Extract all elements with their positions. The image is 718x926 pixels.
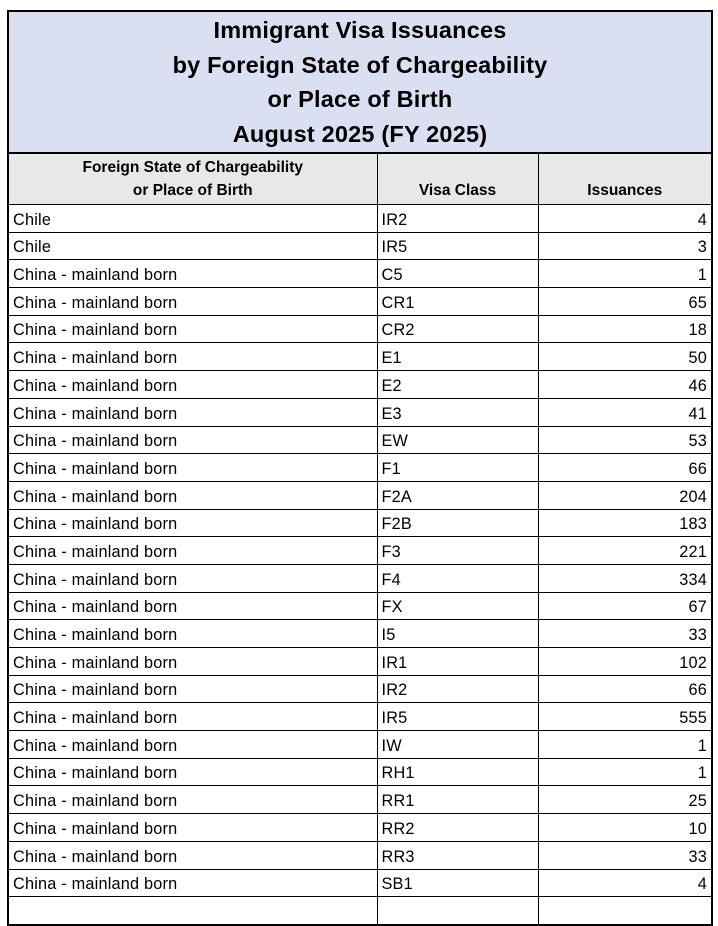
report-title: [7, 10, 713, 152]
issuances-cell: 25: [538, 786, 712, 814]
state-cell: China - mainland born: [8, 288, 377, 316]
issuances-cell: 221: [538, 537, 712, 565]
table-row: [8, 620, 712, 648]
header-issuances-column: Issuances: [538, 153, 712, 205]
visa-class-cell: I5: [377, 620, 538, 648]
issuances-cell: 41: [538, 398, 712, 426]
table-row: [8, 232, 712, 260]
issuances-cell: [538, 897, 712, 925]
table-row: [8, 481, 712, 509]
table-row: [8, 260, 712, 288]
issuances-cell: 102: [538, 648, 712, 676]
visa-issuances-report: [7, 10, 713, 926]
state-cell: Chile: [8, 205, 377, 233]
header-visa-class-column: Visa Class: [377, 153, 538, 205]
issuances-cell: 10: [538, 814, 712, 842]
state-cell: China - mainland born: [8, 426, 377, 454]
visa-class-cell: [377, 897, 538, 925]
state-cell: China - mainland born: [8, 648, 377, 676]
header-row: [8, 153, 712, 205]
visa-class-cell: CR2: [377, 315, 538, 343]
visa-class-cell: F2B: [377, 509, 538, 537]
table-row: [8, 786, 712, 814]
table-row: [8, 814, 712, 842]
visa-class-cell: C5: [377, 260, 538, 288]
title-line-2: by Foreign State of Chargeability: [172, 51, 548, 78]
visa-class-cell: RR1: [377, 786, 538, 814]
header-state-column: [8, 153, 377, 205]
visa-class-cell: RR2: [377, 814, 538, 842]
issuances-cell: 65: [538, 288, 712, 316]
issuances-cell: 46: [538, 371, 712, 399]
issuances-cell: 4: [538, 205, 712, 233]
visa-class-cell: EW: [377, 426, 538, 454]
table-row: [8, 288, 712, 316]
state-cell: China - mainland born: [8, 814, 377, 842]
state-cell: China - mainland born: [8, 343, 377, 371]
table-row: [8, 371, 712, 399]
table-row: [8, 648, 712, 676]
table-row-partial: [8, 897, 712, 925]
table-row: [8, 398, 712, 426]
state-cell: China - mainland born: [8, 620, 377, 648]
visa-class-cell: F2A: [377, 481, 538, 509]
visa-class-cell: IR5: [377, 232, 538, 260]
issuances-cell: 33: [538, 620, 712, 648]
table-row: [8, 592, 712, 620]
state-cell: [8, 897, 377, 925]
issuances-cell: 334: [538, 564, 712, 592]
visa-class-cell: F1: [377, 454, 538, 482]
visa-class-cell: IR2: [377, 675, 538, 703]
state-cell: China - mainland born: [8, 564, 377, 592]
state-cell: China - mainland born: [8, 260, 377, 288]
visa-class-cell: E2: [377, 371, 538, 399]
issuances-cell: 1: [538, 731, 712, 759]
table-row: [8, 315, 712, 343]
issuances-cell: 555: [538, 703, 712, 731]
visa-class-cell: F4: [377, 564, 538, 592]
table-body: [8, 205, 712, 925]
table-header: [8, 153, 712, 205]
table-row: [8, 869, 712, 897]
issuances-cell: 4: [538, 869, 712, 897]
state-cell: China - mainland born: [8, 675, 377, 703]
visa-class-cell: RR3: [377, 841, 538, 869]
state-cell: China - mainland born: [8, 371, 377, 399]
issuances-cell: 1: [538, 260, 712, 288]
table-row: [8, 205, 712, 233]
state-cell: China - mainland born: [8, 315, 377, 343]
state-cell: China - mainland born: [8, 481, 377, 509]
issuances-cell: 50: [538, 343, 712, 371]
state-cell: China - mainland born: [8, 509, 377, 537]
table-row: [8, 758, 712, 786]
issuances-cell: 67: [538, 592, 712, 620]
table-row: [8, 454, 712, 482]
table-row: [8, 731, 712, 759]
header-state-line-1: Foreign State of Chargeability: [82, 159, 303, 176]
visa-class-cell: IW: [377, 731, 538, 759]
header-state-line-2: or Place of Birth: [132, 182, 253, 199]
table-row: [8, 564, 712, 592]
visa-class-cell: F3: [377, 537, 538, 565]
table-row: [8, 841, 712, 869]
visa-class-cell: RH1: [377, 758, 538, 786]
visa-class-cell: IR1: [377, 648, 538, 676]
issuances-cell: 33: [538, 841, 712, 869]
visa-class-cell: E1: [377, 343, 538, 371]
state-cell: China - mainland born: [8, 703, 377, 731]
table-row: [8, 703, 712, 731]
visa-class-cell: CR1: [377, 288, 538, 316]
state-cell: China - mainland born: [8, 537, 377, 565]
state-cell: China - mainland born: [8, 592, 377, 620]
visa-class-cell: IR2: [377, 205, 538, 233]
table-row: [8, 509, 712, 537]
state-cell: Chile: [8, 232, 377, 260]
table-row: [8, 426, 712, 454]
state-cell: China - mainland born: [8, 758, 377, 786]
issuances-cell: 66: [538, 454, 712, 482]
state-cell: China - mainland born: [8, 398, 377, 426]
visa-class-cell: IR5: [377, 703, 538, 731]
state-cell: China - mainland born: [8, 786, 377, 814]
issuances-cell: 66: [538, 675, 712, 703]
table-row: [8, 675, 712, 703]
title-line-4: August 2025 (FY 2025): [232, 120, 488, 147]
issuances-table: [7, 152, 713, 926]
state-cell: China - mainland born: [8, 841, 377, 869]
issuances-cell: 1: [538, 758, 712, 786]
title-line-3: or Place of Birth: [267, 86, 453, 112]
issuances-cell: 53: [538, 426, 712, 454]
title-line-1: Immigrant Visa Issuances: [213, 17, 507, 43]
visa-class-cell: E3: [377, 398, 538, 426]
issuances-cell: 18: [538, 315, 712, 343]
visa-class-cell: SB1: [377, 869, 538, 897]
issuances-cell: 183: [538, 509, 712, 537]
issuances-cell: 3: [538, 232, 712, 260]
table-row: [8, 537, 712, 565]
table-row: [8, 343, 712, 371]
visa-class-cell: FX: [377, 592, 538, 620]
state-cell: China - mainland born: [8, 731, 377, 759]
state-cell: China - mainland born: [8, 869, 377, 897]
state-cell: China - mainland born: [8, 454, 377, 482]
issuances-cell: 204: [538, 481, 712, 509]
